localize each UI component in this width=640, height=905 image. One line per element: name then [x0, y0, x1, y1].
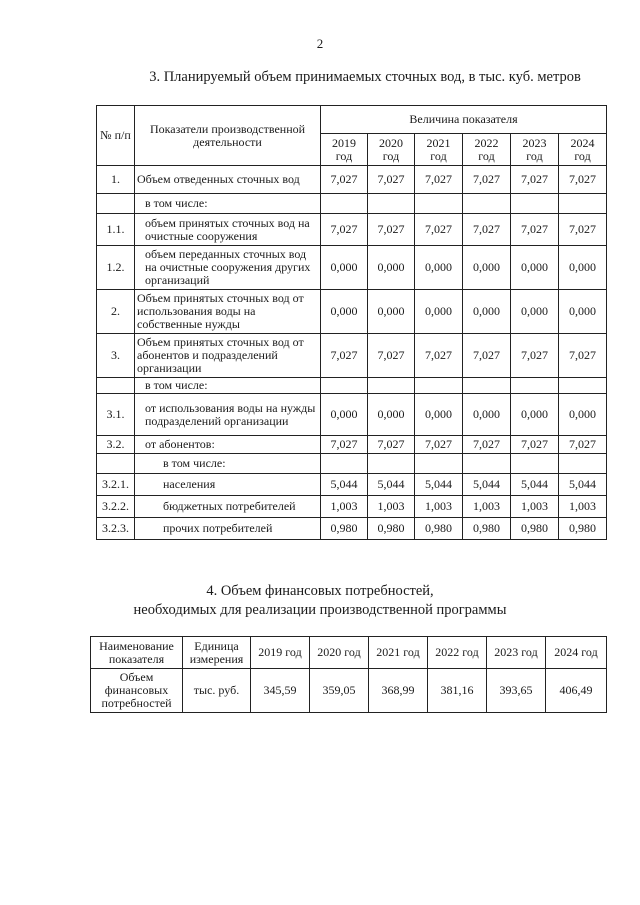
row-value: 0,000 — [415, 246, 463, 290]
table-row — [97, 246, 607, 290]
table-row — [97, 166, 607, 194]
row-value: 368,99 — [369, 669, 428, 713]
row-value: 0,000 — [559, 246, 607, 290]
row-value: 5,044 — [368, 474, 415, 496]
table-row — [97, 214, 607, 246]
row-value — [559, 454, 607, 474]
header-year: 2024 год — [546, 637, 607, 669]
row-num: 3.2. — [97, 436, 135, 454]
row-value: 7,027 — [368, 166, 415, 194]
row-value — [368, 194, 415, 214]
row-value: 0,000 — [559, 394, 607, 436]
row-value — [368, 378, 415, 394]
row-name: от использования воды на нужды подразделений организации — [135, 394, 321, 436]
row-value — [463, 194, 511, 214]
row-value: 1,003 — [463, 496, 511, 518]
row-name: населения — [135, 474, 321, 496]
row-value: 0,980 — [321, 518, 368, 540]
row-num: 1.2. — [97, 246, 135, 290]
row-value: 0,000 — [415, 290, 463, 334]
row-value: 0,000 — [463, 246, 511, 290]
row-name: в том числе: — [135, 378, 321, 394]
row-value: 359,05 — [310, 669, 369, 713]
row-value: 0,000 — [463, 394, 511, 436]
financial-table — [90, 636, 607, 713]
header-indicators: Показатели производственной деятельности — [135, 106, 321, 166]
row-value: 7,027 — [463, 214, 511, 246]
row-value: 7,027 — [368, 214, 415, 246]
header-year: 2021 год — [415, 134, 463, 166]
row-value: 7,027 — [559, 166, 607, 194]
row-name: объем принятых сточных вод на очистные сооружения — [135, 214, 321, 246]
row-value: 0,000 — [415, 394, 463, 436]
row-value: 1,003 — [321, 496, 368, 518]
header-year: 2020 год — [368, 134, 415, 166]
row-value — [559, 378, 607, 394]
row-value: 7,027 — [321, 166, 368, 194]
row-value: 7,027 — [559, 214, 607, 246]
header-year: 2024 год — [559, 134, 607, 166]
row-value: 1,003 — [415, 496, 463, 518]
header-year: 2022 год — [463, 134, 511, 166]
table-row — [97, 378, 607, 394]
row-num — [97, 454, 135, 474]
row-num: 3. — [97, 334, 135, 378]
row-value: 0,980 — [463, 518, 511, 540]
row-name: бюджетных потребителей — [135, 496, 321, 518]
wastewater-table — [96, 105, 607, 540]
row-value: 0,980 — [415, 518, 463, 540]
row-num: 1. — [97, 166, 135, 194]
row-value: 1,003 — [511, 496, 559, 518]
row-value: 0,000 — [368, 394, 415, 436]
row-unit: тыс. руб. — [183, 669, 251, 713]
row-num — [97, 378, 135, 394]
section3-title: 3. Планируемый объем принимаемых сточных вод, в тыс. куб. метров — [149, 69, 581, 85]
row-value: 406,49 — [546, 669, 607, 713]
row-value: 0,000 — [368, 290, 415, 334]
header-year: 2021 год — [369, 637, 428, 669]
row-value — [321, 378, 368, 394]
row-name: в том числе: — [135, 194, 321, 214]
table-row — [97, 454, 607, 474]
row-value — [415, 454, 463, 474]
row-value: 5,044 — [511, 474, 559, 496]
row-value — [511, 454, 559, 474]
row-num: 3.2.1. — [97, 474, 135, 496]
row-value — [321, 454, 368, 474]
header-year: 2019 год — [321, 134, 368, 166]
row-value: 7,027 — [559, 334, 607, 378]
header-num: № п/п — [97, 106, 135, 166]
table-row — [97, 194, 607, 214]
row-name: Объем принятых сточных вод от использования воды на собственные нужды — [135, 290, 321, 334]
row-name: Объем принятых сточных вод от абонентов и подразделений организации — [135, 334, 321, 378]
row-num: 2. — [97, 290, 135, 334]
table-row — [97, 518, 607, 540]
row-num: 3.2.3. — [97, 518, 135, 540]
section4-title-line1: 4. Объем финансовых потребностей, — [206, 583, 434, 599]
row-value: 0,000 — [511, 394, 559, 436]
row-value: 0,000 — [368, 246, 415, 290]
row-value: 7,027 — [415, 166, 463, 194]
row-num — [97, 194, 135, 214]
row-value — [511, 378, 559, 394]
row-value: 0,000 — [511, 290, 559, 334]
row-value — [463, 378, 511, 394]
table-row — [97, 290, 607, 334]
row-value: 0,980 — [511, 518, 559, 540]
table-row — [97, 474, 607, 496]
row-num: 3.2.2. — [97, 496, 135, 518]
row-value: 5,044 — [559, 474, 607, 496]
row-num: 1.1. — [97, 214, 135, 246]
row-value: 5,044 — [321, 474, 368, 496]
row-name: в том числе: — [135, 454, 321, 474]
row-value: 393,65 — [487, 669, 546, 713]
row-value: 5,044 — [463, 474, 511, 496]
row-value — [415, 378, 463, 394]
table-row — [97, 334, 607, 378]
row-value: 7,027 — [463, 166, 511, 194]
row-value: 0,980 — [368, 518, 415, 540]
row-value: 7,027 — [321, 214, 368, 246]
row-value — [321, 194, 368, 214]
row-value: 1,003 — [368, 496, 415, 518]
row-value: 7,027 — [368, 334, 415, 378]
row-value: 0,000 — [321, 394, 368, 436]
page-number: 2 — [316, 36, 324, 51]
row-value: 7,027 — [321, 436, 368, 454]
header-name: Наименование показателя — [91, 637, 183, 669]
row-value: 7,027 — [511, 436, 559, 454]
header-year: 2023 год — [511, 134, 559, 166]
row-value: 7,027 — [559, 436, 607, 454]
row-value: 1,003 — [559, 496, 607, 518]
row-value: 7,027 — [415, 334, 463, 378]
header-value: Величина показателя — [321, 106, 607, 134]
row-value: 7,027 — [463, 334, 511, 378]
row-value: 5,044 — [415, 474, 463, 496]
row-value: 7,027 — [415, 214, 463, 246]
row-value: 0,000 — [321, 290, 368, 334]
row-value: 7,027 — [368, 436, 415, 454]
row-value — [415, 194, 463, 214]
row-value: 381,16 — [428, 669, 487, 713]
row-value: 0,980 — [559, 518, 607, 540]
row-name: Объем отведенных сточных вод — [135, 166, 321, 194]
row-value: 0,000 — [559, 290, 607, 334]
row-name: Объем финансовых потребностей — [91, 669, 183, 713]
row-value: 0,000 — [321, 246, 368, 290]
row-value — [368, 454, 415, 474]
section4-title-line2: необходимых для реализации производственной программы — [133, 602, 507, 618]
header-year: 2022 год — [428, 637, 487, 669]
row-value: 7,027 — [511, 214, 559, 246]
row-name: прочих потребителей — [135, 518, 321, 540]
row-value: 0,000 — [463, 290, 511, 334]
header-unit: Единица измерения — [183, 637, 251, 669]
header-year: 2023 год — [487, 637, 546, 669]
row-value — [463, 454, 511, 474]
row-value: 7,027 — [463, 436, 511, 454]
row-value: 0,000 — [511, 246, 559, 290]
header-year: 2019 год — [251, 637, 310, 669]
row-name: от абонентов: — [135, 436, 321, 454]
row-value: 7,027 — [511, 166, 559, 194]
row-value: 345,59 — [251, 669, 310, 713]
table-row — [97, 394, 607, 436]
row-value: 7,027 — [511, 334, 559, 378]
row-value — [511, 194, 559, 214]
section4-title — [0, 582, 640, 620]
row-name: объем переданных сточных вод на очистные сооружения других организаций — [135, 246, 321, 290]
row-value: 7,027 — [321, 334, 368, 378]
table-row — [97, 496, 607, 518]
row-num: 3.1. — [97, 394, 135, 436]
row-value: 7,027 — [415, 436, 463, 454]
row-value — [559, 194, 607, 214]
header-year: 2020 год — [310, 637, 369, 669]
table-row — [97, 436, 607, 454]
